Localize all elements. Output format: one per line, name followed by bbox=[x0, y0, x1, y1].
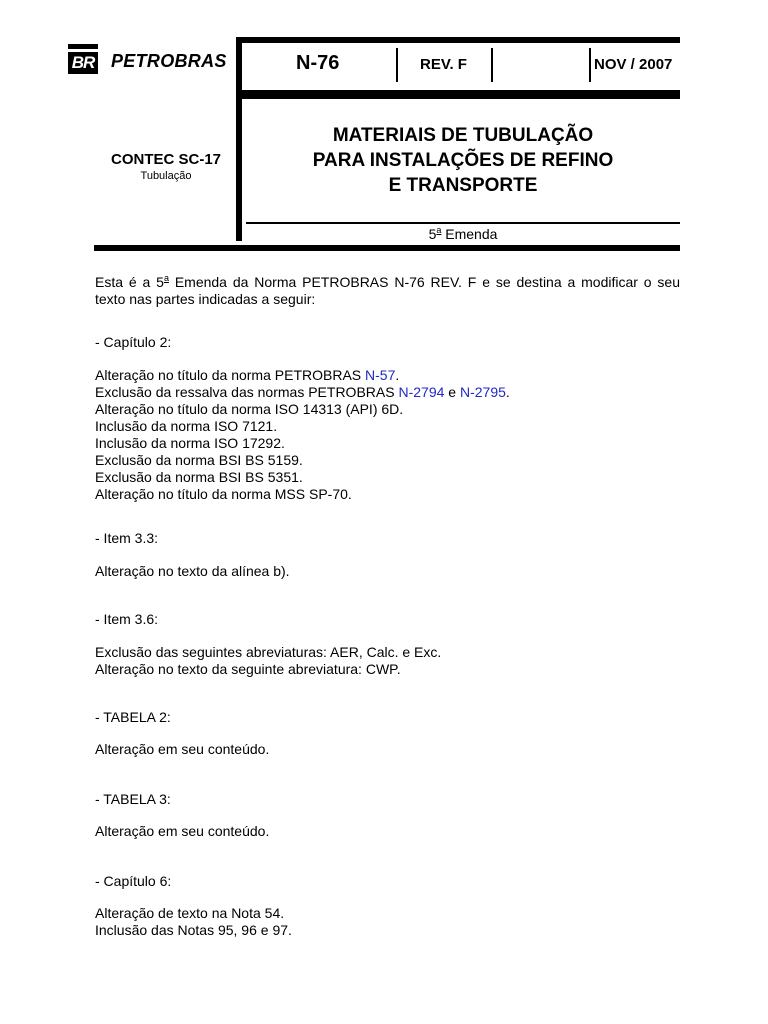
list-item bbox=[95, 367, 680, 384]
norm-link-n2795[interactable]: N-2795 bbox=[459, 384, 506, 400]
amendment-number: 5 bbox=[428, 226, 437, 242]
list-item: Exclusão da norma BSI BS 5159. bbox=[95, 452, 303, 468]
item-text: e bbox=[444, 384, 460, 400]
header-middle-rule bbox=[236, 90, 680, 99]
header-cell-divider bbox=[589, 48, 591, 82]
amendment-label bbox=[246, 225, 680, 242]
amendment-ordinal: a bbox=[436, 225, 442, 235]
section-heading: - Capítulo 2: bbox=[95, 334, 172, 350]
committee-block bbox=[94, 151, 238, 183]
section-item36-list bbox=[95, 644, 680, 678]
list-item: Inclusão da norma ISO 17292. bbox=[95, 435, 285, 451]
logo-br-badge: BR bbox=[68, 52, 98, 74]
document-title bbox=[246, 123, 680, 198]
section-heading: - Capítulo 6: bbox=[95, 873, 172, 889]
list-item: Alteração no texto da alínea b). bbox=[95, 563, 290, 579]
header-vertical-divider bbox=[236, 37, 242, 241]
intro-text: Emenda da Norma PETROBRAS N-76 REV. F e se destina a modificar o seu texto nas partes indicadas a seguir: bbox=[95, 274, 680, 307]
section-heading: - Item 3.6: bbox=[95, 611, 159, 627]
list-item: Exclusão da norma BSI BS 5351. bbox=[95, 469, 303, 485]
title-line: MATERIAIS DE TUBULAÇÃO bbox=[332, 125, 594, 146]
item-text: Exclusão da ressalva das normas PETROBRAS bbox=[95, 384, 399, 400]
norm-code: N-76 bbox=[296, 52, 340, 74]
intro-prefix: Esta é a 5 bbox=[95, 274, 164, 290]
petrobras-logo bbox=[68, 43, 228, 79]
item-text: . bbox=[395, 367, 400, 383]
section-cap6-list bbox=[95, 905, 680, 939]
logo-stripe bbox=[68, 44, 98, 49]
title-underline-rule bbox=[246, 222, 680, 224]
header-bottom-rule bbox=[94, 245, 680, 251]
list-item: Alteração no título da norma MSS SP-70. bbox=[95, 486, 352, 502]
list-item bbox=[95, 384, 680, 401]
list-item: Alteração de texto na Nota 54. bbox=[95, 905, 285, 921]
list-item: Alteração em seu conteúdo. bbox=[95, 741, 270, 757]
list-item: Alteração no texto da seguinte abreviatura: CWP. bbox=[95, 661, 401, 677]
section-heading: - TABELA 3: bbox=[95, 791, 171, 807]
list-item: Alteração no título da norma ISO 14313 (API) 6D. bbox=[95, 401, 404, 417]
list-item: Exclusão das seguintes abreviaturas: AER, Calc. e Exc. bbox=[95, 644, 442, 660]
section-heading: - Item 3.3: bbox=[95, 530, 159, 546]
header-cell-divider bbox=[396, 48, 398, 82]
section-heading: - TABELA 2: bbox=[95, 709, 171, 725]
revision-label: REV. F bbox=[420, 56, 467, 73]
list-item: Alteração em seu conteúdo. bbox=[95, 823, 270, 839]
header-top-rule bbox=[236, 37, 680, 43]
committee-name: CONTEC SC-17 bbox=[110, 151, 222, 168]
list-item: Inclusão das Notas 95, 96 e 97. bbox=[95, 922, 292, 938]
amendment-word: Emenda bbox=[445, 226, 498, 242]
intro-ordinal: a bbox=[163, 273, 169, 283]
norm-link-n57[interactable]: N-57 bbox=[365, 367, 396, 383]
item-text: . bbox=[505, 384, 510, 400]
title-line: PARA INSTALAÇÕES DE REFINO bbox=[312, 150, 614, 171]
title-line: E TRANSPORTE bbox=[388, 175, 538, 196]
logo-company-name: PETROBRAS bbox=[111, 51, 227, 71]
issue-date: NOV / 2007 bbox=[594, 56, 673, 73]
section-cap2-list bbox=[95, 367, 680, 503]
header-cell-divider bbox=[491, 48, 493, 82]
intro-paragraph bbox=[95, 270, 680, 308]
item-text: Alteração no título da norma PETROBRAS bbox=[95, 367, 366, 383]
committee-subject: Tubulação bbox=[140, 170, 192, 182]
norm-link-n2794[interactable]: N-2794 bbox=[398, 384, 445, 400]
list-item: Inclusão da norma ISO 7121. bbox=[95, 418, 278, 434]
